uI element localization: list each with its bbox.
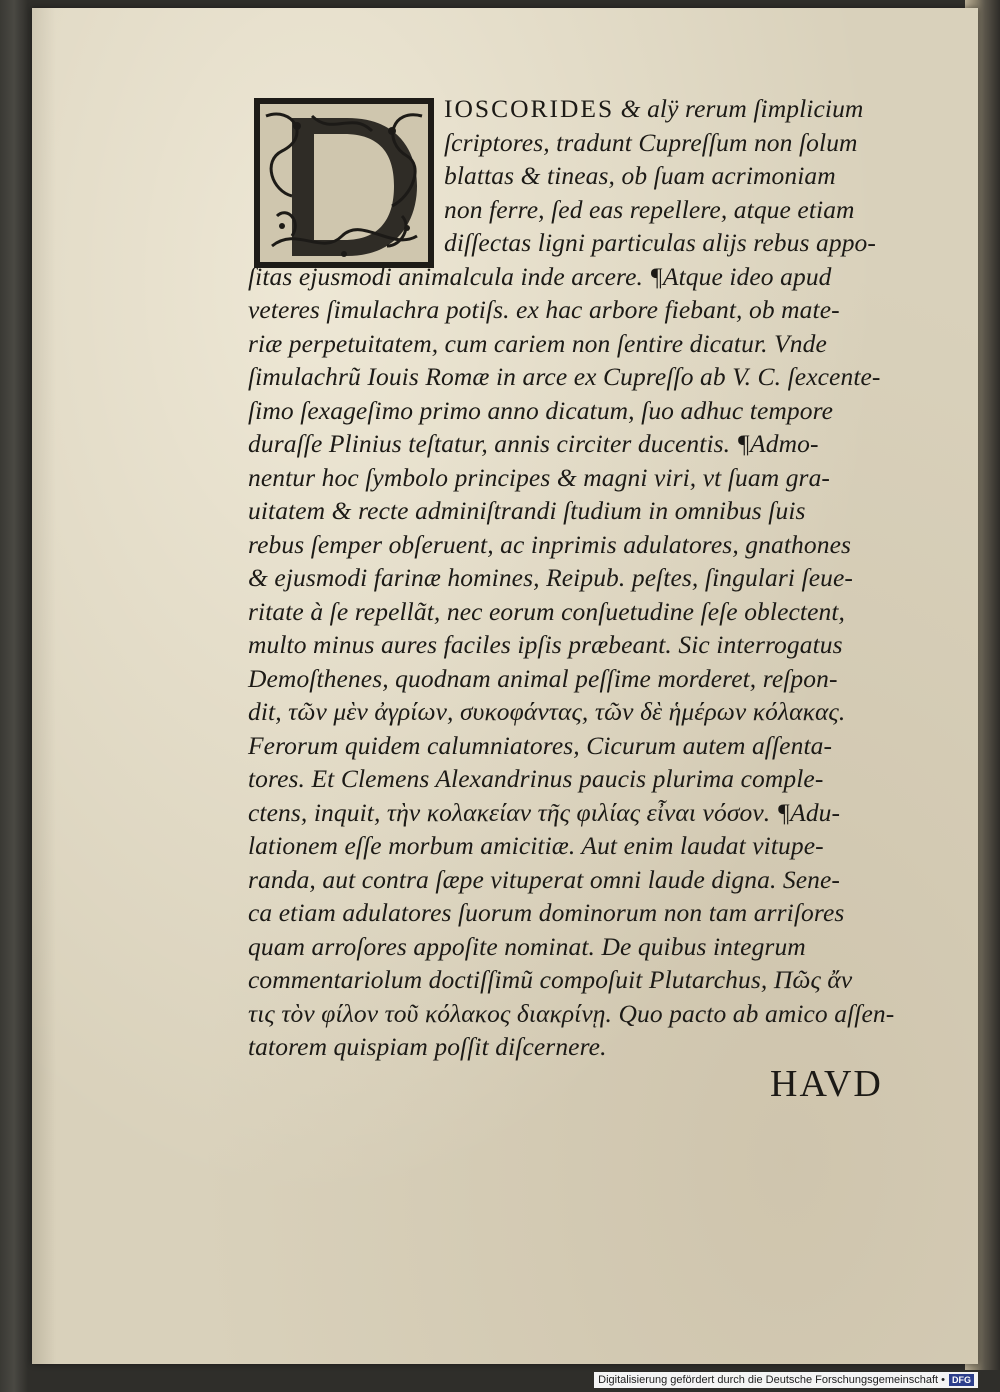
text-line-10: ſimo ſexageſimo primo anno dicatum, ſuo adhuc tempore [248,395,834,425]
text-line-7: veteres ſimulachra potiſs. ex hac arbore fiebant, ob mate- [248,295,840,324]
body-text [248,92,908,1064]
text-line-6: ſitas ejusmodi animalcula inde arcere. ¶Atque ideo apud [248,261,832,291]
text-line-12: nentur hoc ſymbolo principes & magni viri, vt ſuam gra- [248,462,831,492]
text-line-13: uitatem & recte adminiſtrandi ſtudium in omnibus ſuis [248,496,806,525]
catchword: HAVD [770,1063,883,1105]
greek-line-2: ctens, inquit, τὴν κολακείαν τῆς φιλίας εἶναι νόσον. ¶Adu- [248,797,841,827]
text-line-25: ca etiam adulatores ſuorum dominorum non tam arriſores [248,898,845,927]
greek-line-3: τις τὸν φίλον τοῦ κόλακος διακρίνῃ. Quo pacto ab amico aſſen- [248,998,895,1028]
text-line-5: diſſectas ligni particulas alijs rebus appo- [444,228,876,257]
text-line-9: ſimulachrũ Iouis Romæ in arce ex Cupreſſo ab V. C. ſexcente- [248,362,881,391]
text-line-14: rebus ſemper obſeruent, ac inprimis adulatores, gnathones [248,529,852,559]
text-line-26: quam arroſores appoſite nominat. De quibus integrum [248,931,806,961]
text-line-23: lationem eſſe morbum amicitiæ. Aut enim laudat vitupe- [248,831,824,860]
text-line-27: commentariolum doctiſſimũ compoſuit Plutarchus, Πῶς ἄν [248,965,853,994]
text-line-29: tatorem quispiam poſſit diſcernere. [248,1032,607,1061]
text-line-15: & ejusmodi farinæ homines, Reipub. peſtes, ſingulari ſeue- [248,563,853,592]
credit-text: Digitalisierung gefördert durch die Deutsche Forschungsgemeinschaft • [598,1374,945,1386]
text-line-3: blattas & tineas, ob ſuam acrimoniam [444,161,836,190]
text-line-16: ritate à ſe repellãt, nec eorum conſuetudine ſeſe oblectent, [248,596,846,626]
text-line-2: ſcriptores, tradunt Cupreſſum non ſolum [444,127,858,157]
digitization-credit [594,1372,978,1388]
text-line-24: randa, aut contra ſæpe vituperat omni laude digna. Sene- [248,864,841,894]
opening-word: IOSCORIDES [444,94,615,123]
dfg-logo: DFG [949,1374,974,1386]
text-line-4: non ferre, ſed eas repellere, atque etiam [444,194,855,224]
text-line-20: Ferorum quidem calumniatores, Cicurum autem aſſenta- [248,730,833,760]
text-line-21: tores. Et Clemens Alexandrinus paucis plurima comple- [248,764,824,793]
text-line-18: Demoſthenes, quodnam animal peſſime morderet, reſpon- [248,663,838,693]
text-line-17: multo minus aures faciles ipſis præbeant. Sic interrogatus [248,630,843,659]
text-line-1: IOSCORIDES & alÿ rerum ſimplicium [444,94,864,123]
text-line-11: duraſſe Plinius teſtatur, annis circiter ducentis. ¶Admo- [248,429,819,458]
greek-line-1: dit, τῶν μὲν ἀγρίων, συκοφάντας, τῶν δὲ ἡμέρων κόλακας. [248,697,846,726]
text-line-8: riæ perpetuitatem, cum cariem non ſentire dicatur. Vnde [248,328,827,358]
